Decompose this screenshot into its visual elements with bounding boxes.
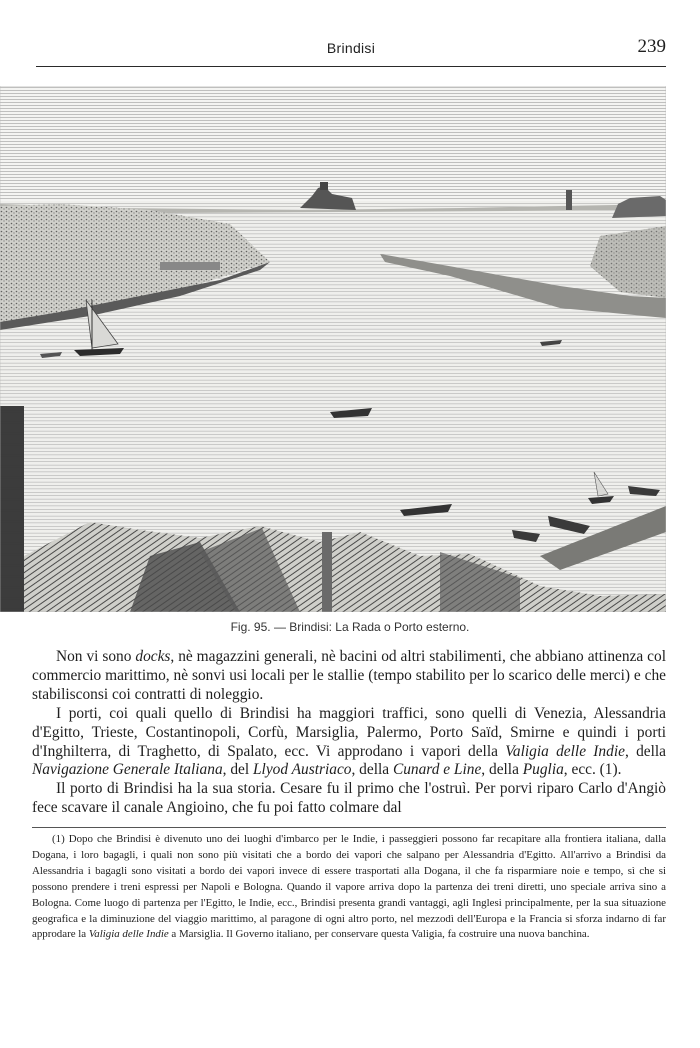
- running-title: Brindisi: [326, 40, 376, 56]
- text-run: , della: [624, 742, 666, 760]
- italic-run: Puglia: [522, 761, 564, 779]
- text-run: I porti, coi quali quello di Brindisi ha maggiori traffici, sono quelli di Venezia, Alessandria d'Egitto, Trieste, Costantinopoli, Corfù, Marsiglia, Palermo, Porto Saïd, Smirne e quindi i porti d'Inghilterra, di Traghetto, di Spalato, ecc. Vi approdano i vapori della: [32, 704, 666, 760]
- header-rule: [36, 66, 666, 67]
- italic-run: Llyod Austriaco: [253, 761, 352, 779]
- page-number: 239: [637, 36, 666, 57]
- harbor-engraving: [0, 86, 666, 612]
- text-run: , della: [351, 761, 393, 779]
- text-run: , nè magazzini generali, nè bacini od altri stabilimenti, che abbiano attinenza col commercio marittimo, nè sonvi usi locali per le stallie (tempo stabilito per lo scarico delle merci) e che stabilisconsi coi contratti di noleggio.: [32, 648, 666, 703]
- text-run: , della: [481, 761, 523, 779]
- italic-run: Valigia delle Indie: [505, 742, 625, 760]
- text-run: (1) Dopo che Brindisi è divenuto uno dei luoghi d'imbarco per le Indie, i passeggieri possono far recapitare alla frontiera italiana, dalla Dogana, i loro bagagli, i quali non sono più visitati che a bordo dei vapori che salpano per Alessandria d'Egitto. All'arrivo a Brindisi da Alessandria i bagagli sono visitati a bordo dei vapori invece di essere trasportati alla Dogana, il che fa risparmiare noie e tempo, sì che si possono prendere i treni espressi per Napoli e Bologna. Quando il vapore arriva dopo la partenza dei treni diretti, uno speciale arriva sino a Bologna. Come luogo di partenza per l'Egitto, le Indie, ecc., Brindisi presenta grandi vantaggi, agli Inglesi principalmente, per la sua situazione geografica e la diminuzione del viaggio marittimo, al paragone di ogni altro porto, nel mezzodì dell'Europa e la Francia si sforza indarno di far approdare la: [32, 833, 666, 941]
- text-run: Non vi sono: [56, 648, 136, 665]
- paragraph-3: [32, 780, 666, 818]
- text-run: Il porto di Brindisi ha la sua storia. Cesare fu il primo che l'ostruì. Per porvi riparo Carlo d'Angiò fece scavare il canale Angioino, che fu poi fatto colmare dal: [32, 780, 666, 817]
- footnote-paragraph: [32, 832, 666, 943]
- footnote: [32, 832, 666, 943]
- running-head: [36, 38, 666, 60]
- footnote-rule: [32, 827, 666, 828]
- paragraph-1: [32, 648, 666, 705]
- paragraph-2: [32, 705, 666, 781]
- italic-run: Valigia delle Indie: [88, 928, 169, 941]
- text-run: , ecc. (1).: [563, 761, 622, 779]
- text-run: , del: [222, 761, 253, 779]
- italic-run: docks: [135, 648, 171, 665]
- text-run: a Marsiglia. Il Governo italiano, per conservare questa Valigia, fa costruire una nuova banchina.: [168, 928, 590, 941]
- figure-caption: Fig. 95. — Brindisi: La Rada o Porto esterno.: [230, 620, 470, 634]
- italic-run: Cunard e Line: [392, 761, 482, 779]
- italic-run: Navigazione Generale Italiana: [32, 761, 223, 779]
- body-text: [32, 648, 666, 818]
